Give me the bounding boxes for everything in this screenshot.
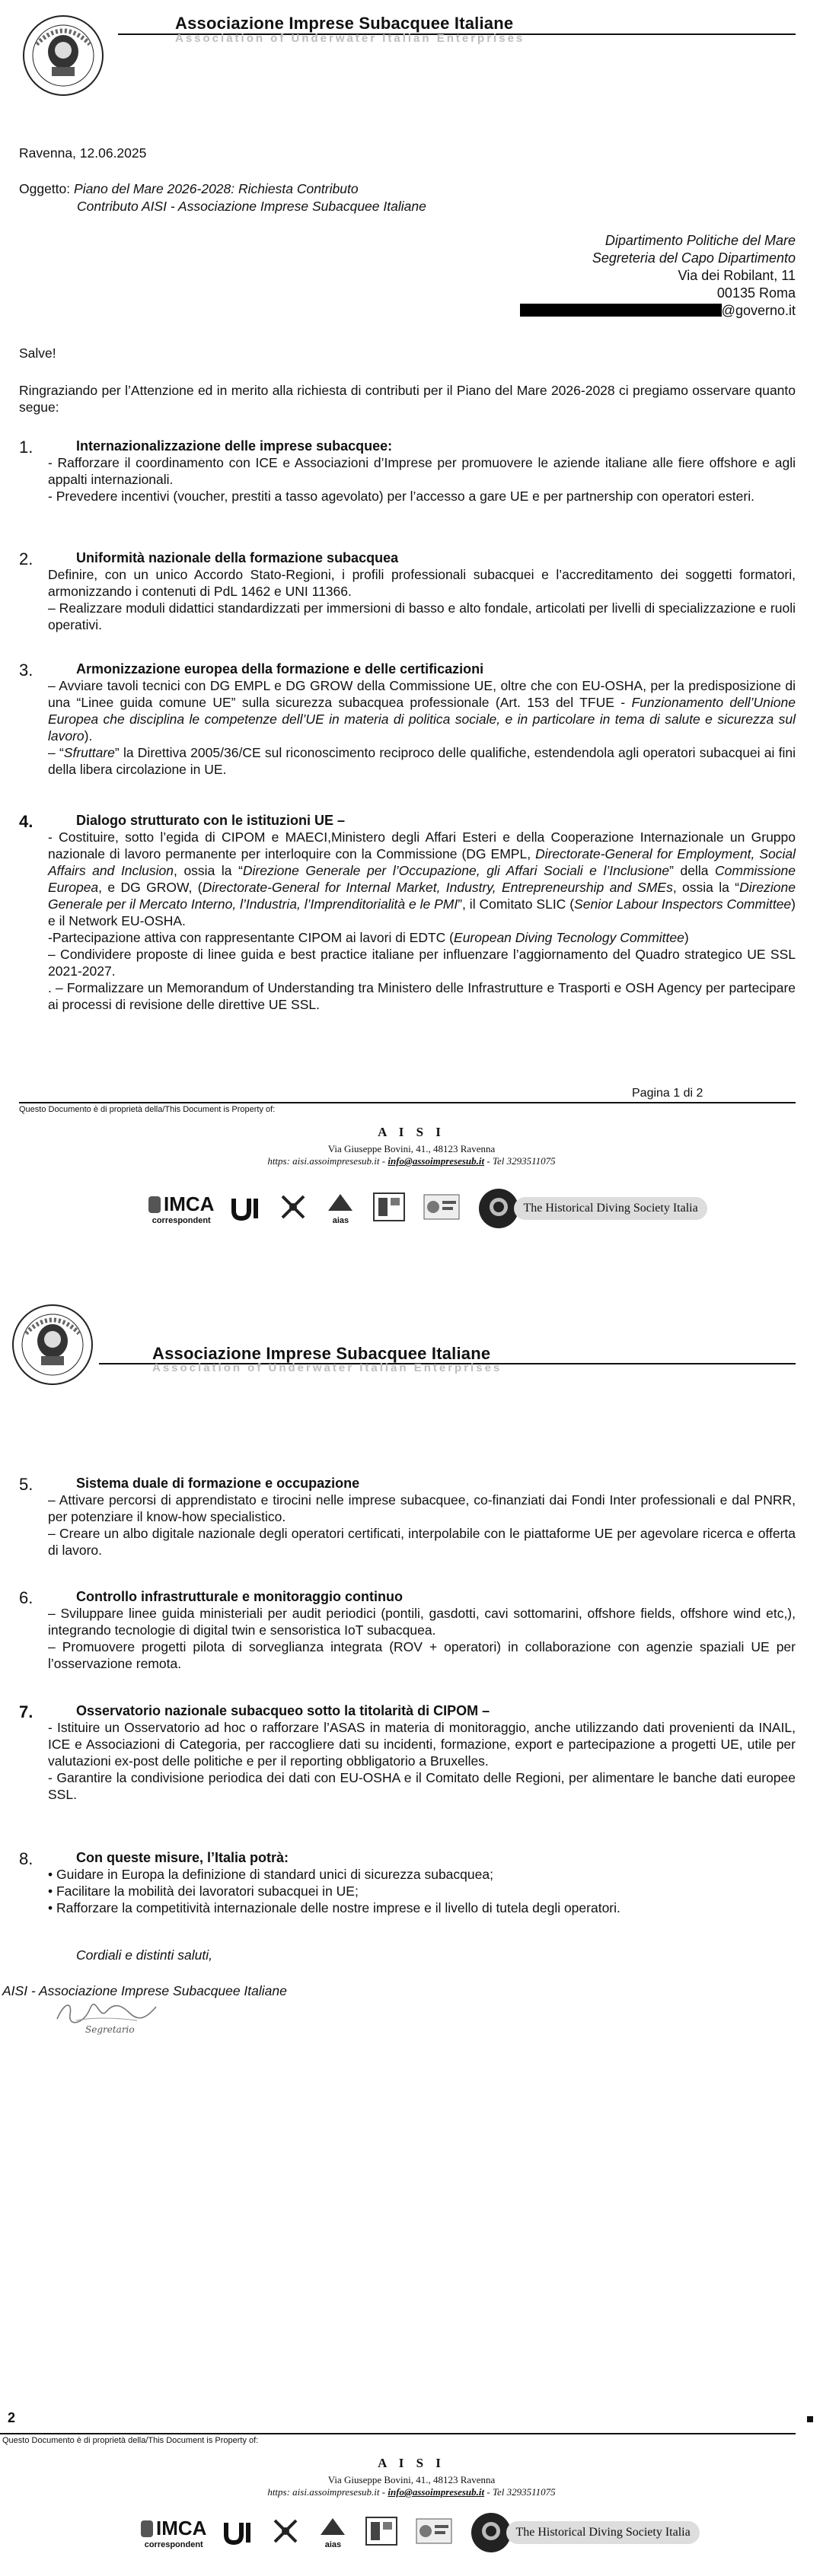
section-3 bbox=[19, 661, 796, 778]
greeting: Salve! bbox=[19, 345, 56, 361]
footer-email-link[interactable]: info@assoimpresesub.it bbox=[388, 1155, 485, 1167]
bullet-item: • Rafforzare la competitività internazionale delle nostre imprese e il livello di tutela degli operatori. bbox=[48, 1900, 620, 1915]
closing-org: AISI - Associazione Imprese Subacquee Italiane bbox=[2, 1983, 287, 1998]
imca-logo-icon: IMCA correspondent bbox=[148, 1192, 214, 1225]
footer-org: A I S I bbox=[378, 1125, 445, 1139]
footer-org: A I S I bbox=[378, 2456, 445, 2470]
subject-line2: Contributo AISI - Associazione Imprese Subacquee Italiane bbox=[77, 199, 426, 214]
section-paragraph: - Rafforzare il coordinamento con ICE e Associazioni d’Imprese per promuovere le aziende italiane alle fiere offshore e agli appalti internazionali. bbox=[48, 455, 796, 487]
section-paragraph: – Avviare tavoli tecnici con DG EMPL e DG GROW della Commissione UE, oltre che con EU-OSHA, per la predisposizione di una “Linee guida comune UE” sulla sicurezza subacquea professionale (Art. 153 del TFUE - Funzionamento dell’Unione Europea che disciplina le competenze dell’UE in materia di politica sociale, e in particolare in tema di salute e sicurezza sul lavoro). bbox=[48, 678, 796, 744]
footer-logos bbox=[148, 1187, 707, 1230]
recipient-email-suffix: @governo.it bbox=[721, 303, 796, 318]
place-date: Ravenna, 12.06.2025 bbox=[19, 145, 147, 161]
section-8 bbox=[19, 1849, 796, 1916]
section-paragraph: Definire, con un unico Accordo Stato-Regioni, i profili professionali subacquei e l’accreditamento dei soggetti formatori, armonizzando i contenuti di PdL 1462 e UNI 11366. bbox=[48, 567, 796, 599]
recipient-line3: Via dei Robilant, 11 bbox=[678, 268, 796, 283]
section-number: 5. bbox=[19, 1475, 33, 1494]
section-paragraph: – Attivare percorsi di apprendistato e tirocini nelle imprese subacquee, co-finanziati dai Fondi Inter professionali e dal PNRR, per potenziare il know-how specialistico. bbox=[48, 1492, 796, 1524]
section-paragraph: - Istituire un Osservatorio ad hoc o rafforzare l’ASAS in materia di monitoraggio, anche utilizzando dati provenienti da INAIL, ICE e Associazioni di Categoria, per raccogliere dati su incidenti, formazione, export e partecipazione a progetti UE, utile per valutazioni ex-post delle politiche e per il reporting obbligatorio a Bruxelles. bbox=[48, 1720, 796, 1769]
uni-logo-icon bbox=[231, 1196, 261, 1221]
org-logo-icon bbox=[423, 1193, 461, 1224]
section-title: Internazionalizzazione delle imprese subacquee: bbox=[76, 438, 393, 454]
recipient-email bbox=[520, 302, 796, 320]
header-title: Associazione Imprese Subacquee Italiane bbox=[175, 14, 514, 33]
redaction-bar bbox=[520, 304, 722, 317]
section-paragraph: - Costituire, sotto l’egida di CIPOM e MAECI,Ministero degli Affari Esteri e della Cooperazione Internazionale un Gruppo nazionale di lavoro permanente per interloquire con la Commissione (DG EMPL, Directorate-General for Employment, Social Affairs and Inclusion, ossia la “Direzione Generale per l’Occupazione, gli Affari Sociali e l’Inclusione” della Commissione Europea, e DG GROW, (Directorate-General for Internal Market, Industry, Entrepreneurship and SMEs, ossia la “Direzione Generale per il Mercato Interno, l’Industria, l’Imprenditorialità e le PMI”, il Comitato SLIC (Senior Labour Inspectors Committee) e il Network EU-OSHA. bbox=[48, 829, 796, 928]
subject-line1: Piano del Mare 2026-2028: Richiesta Contributo bbox=[74, 181, 359, 196]
section-paragraph: - Garantire la condivisione periodica dei dati con EU-OSHA e il Comitato delle Regioni, per alimentare le banche dati europee SSL. bbox=[48, 1770, 796, 1802]
section-paragraph: – “Sfruttare” la Direttiva 2005/36/CE sul riconoscimento reciproco delle qualifiche, estendendola agli operatori subacquei ai fini della libera circolazione in UE. bbox=[48, 745, 796, 777]
header-subtitle: Association of Underwater Italian Enterprises bbox=[175, 32, 525, 45]
imca-logo-icon: IMCA correspondent bbox=[141, 2517, 206, 2549]
section-1 bbox=[19, 438, 796, 505]
section-2 bbox=[19, 549, 796, 633]
subject bbox=[19, 180, 359, 197]
page-1-label: Pagina 1 di 2 bbox=[632, 1087, 703, 1100]
section-paragraph: -Partecipazione attiva con rappresentante CIPOM ai lavori di EDTC (European Diving Tecnology Committee) bbox=[48, 930, 689, 945]
section-number: 8. bbox=[19, 1849, 33, 1868]
footer-contacts: https: aisi.assoimpresesub.it - info@assoimpresesub.it - Tel 3293511075 bbox=[267, 1155, 556, 1167]
footer-rule bbox=[19, 1102, 796, 1103]
header-subtitle: Association of Underwater Italian Enterprises bbox=[152, 1361, 502, 1374]
section-title: Uniformità nazionale della formazione subacquea bbox=[76, 550, 399, 565]
section-title: Dialogo strutturato con le istituzioni UE – bbox=[76, 813, 346, 828]
bullet-item: • Guidare in Europa la definizione di standard unici di sicurezza subacquea; bbox=[48, 1867, 493, 1882]
footer-address: Via Giuseppe Bovini, 41., 48123 Ravenna bbox=[327, 2474, 496, 2485]
section-4 bbox=[19, 812, 796, 1013]
section-7 bbox=[19, 1702, 796, 1803]
tools-logo-icon bbox=[278, 1192, 308, 1226]
section-number: 4. bbox=[19, 812, 33, 831]
hse-logo-icon bbox=[372, 1192, 406, 1226]
section-number: 7. bbox=[19, 1702, 33, 1721]
recipient-line1: Dipartimento Politiche del Mare bbox=[604, 233, 796, 248]
subject-label: Oggetto: bbox=[19, 181, 71, 196]
section-paragraph: – Creare un albo digitale nazionale degli operatori certificati, interpolabile con le piattaforme UE per agevolare ricerca e offerta di lavoro. bbox=[48, 1526, 796, 1558]
section-title: Sistema duale di formazione e occupazione bbox=[76, 1476, 360, 1491]
section-number: 3. bbox=[19, 661, 33, 680]
salutation: Cordiali e distinti saluti, bbox=[76, 1947, 212, 1963]
aisi-logo-icon bbox=[21, 14, 105, 97]
section-paragraph: . – Formalizzare un Memorandum of Understanding tra Ministero delle Infrastrutture e Trasporti e OSH Agency per partecipare ai processi di revisione delle direttive UE SSL. bbox=[48, 980, 796, 1012]
section-title: Con queste misure, l’Italia potrà: bbox=[76, 1850, 289, 1865]
recipient-block bbox=[520, 232, 796, 320]
section-title: Controllo infrastrutturale e monitoraggio continuo bbox=[76, 1589, 403, 1604]
section-paragraph: - Prevedere incentivi (voucher, prestiti a tasso agevolato) per l’accesso a gare UE e per partnership con operatori esteri. bbox=[48, 489, 754, 504]
recipient-line4: 00135 Roma bbox=[716, 285, 796, 301]
section-number: 1. bbox=[19, 438, 33, 457]
section-paragraph: – Realizzare moduli didattici standardizzati per immersioni di basso e alto fondale, articolati per livelli di specializzazione e ruoli operativi. bbox=[48, 600, 796, 632]
section-6 bbox=[19, 1588, 796, 1672]
bullet-item: • Facilitare la mobilità dei lavoratori subacquei in UE; bbox=[48, 1883, 359, 1899]
section-paragraph: – Promuovere progetti pilota di sorveglianza integrata (ROV + operatori) in collaborazione con agenzie spaziali UE per l’osservazione remota. bbox=[48, 1639, 796, 1671]
section-number: 6. bbox=[19, 1588, 33, 1607]
intro-paragraph: Ringraziando per l’Attenzione ed in merito alla richiesta di contributi per il Piano del Mare 2026-2028 ci pregiamo osservare quanto segue: bbox=[19, 383, 796, 415]
uni-logo-icon bbox=[223, 2520, 254, 2546]
footer-address: Via Giuseppe Bovini, 41., 48123 Ravenna bbox=[327, 1143, 496, 1154]
section-title: Armonizzazione europea della formazione e delle certificazioni bbox=[76, 661, 484, 677]
section-paragraph: – Sviluppare linee guida ministeriali per audit periodici (pontili, gasdotti, cavi sottomarini, offshore fields, offshore wind etc,), integrando tecnologie di digital twin e sensoristica IoT subacquea. bbox=[48, 1606, 796, 1638]
closing-role: Segretario bbox=[85, 2024, 135, 2035]
footer-logos bbox=[141, 2511, 700, 2554]
org-logo-icon bbox=[415, 2517, 453, 2549]
footer-contacts: https: aisi.assoimpresesub.it - info@assoimpresesub.it - Tel 3293511075 bbox=[267, 2486, 556, 2498]
recipient-line2: Segreteria del Capo Dipartimento bbox=[592, 250, 796, 266]
aias-logo-icon: aias bbox=[325, 1192, 356, 1225]
aisi-logo-icon bbox=[11, 1303, 94, 1387]
tools-logo-icon bbox=[270, 2516, 301, 2550]
header-title: Associazione Imprese Subacquee Italiane bbox=[152, 1344, 491, 1363]
section-title: Osservatorio nazionale subacqueo sotto la titolarità di CIPOM – bbox=[76, 1703, 490, 1718]
hse-logo-icon bbox=[365, 2516, 398, 2550]
footer-email-link[interactable]: info@assoimpresesub.it bbox=[388, 2486, 485, 2498]
footer-property: Questo Documento è di proprietà della/This Document is Property of: bbox=[2, 2436, 259, 2445]
hds-logo: The Historical Diving Society Italia bbox=[477, 1187, 707, 1230]
aias-logo-icon: aias bbox=[317, 2517, 348, 2549]
hds-logo: The Historical Diving Society Italia bbox=[470, 2511, 699, 2554]
section-5 bbox=[19, 1475, 796, 1559]
footer-property: Questo Documento è di proprietà della/This Document is Property of: bbox=[19, 1105, 276, 1114]
footer-rule bbox=[0, 2433, 796, 2434]
page-2-number: 2 bbox=[8, 2410, 16, 2425]
section-paragraph: – Condividere proposte di linee guida e best practice italiane per influenzare l’aggiornamento del Quadro strategico UE SSL 2021-2027. bbox=[48, 947, 796, 979]
page-end-marker bbox=[807, 2416, 813, 2422]
section-number: 2. bbox=[19, 549, 33, 568]
